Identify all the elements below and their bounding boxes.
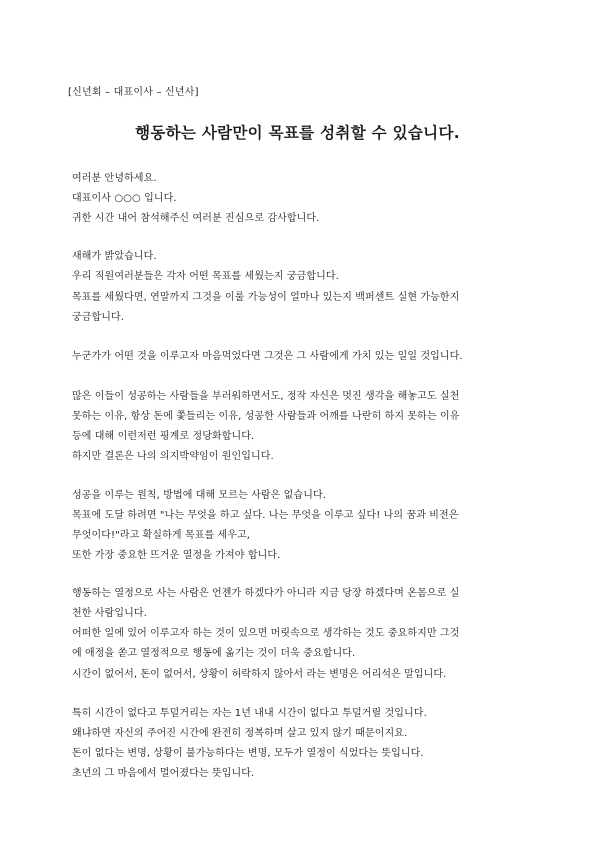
body-line: 대표이사 ○○○ 입니다. [72,193,177,204]
body-line: 에 애정을 쏟고 열정적으로 행동에 옮기는 것이 더욱 중요합니다. [72,648,356,659]
body-line: 천한 사람입니다. [72,608,147,619]
body-line: 성공을 이루는 원칙, 방법에 대해 모르는 사람은 없습니다. [72,490,326,501]
body-line: 누군가가 어떤 것을 이루고자 마음먹었다면 그것은 그 사람에게 가치 있는 일일 것입니다. [72,351,463,362]
body-line: 여러분 안녕하세요. [72,173,157,184]
body-line: 귀한 시간 내어 참석해주신 여러분 진심으로 감사합니다. [72,213,320,224]
body-line: 시간이 없어서, 돈이 없어서, 상황이 허락하지 않아서 라는 변명은 어리석은 말입니다. [72,669,447,680]
body-line: 무엇이다!"라고 확실하게 목표를 세우고, [72,530,251,541]
body-line: 목표를 세웠다면, 연말까지 그것을 이룰 가능성이 얼마나 있는지 백퍼센트 실현 가능한지 [72,292,460,303]
body-line: 또한 가장 중요한 뜨거운 열정을 가져야 합니다. [72,550,281,561]
body-line: 궁금합니다. [72,312,125,323]
speech-title: 행동하는 사람만이 목표를 성취할 수 있습니다. [135,124,460,142]
event-tag: [신년회 – 대표이사 – 신년사] [68,87,199,98]
body-line: 새해가 밝았습니다. [72,251,157,262]
body-line: 못하는 이유, 항상 돈에 쫓들리는 이유, 성공한 사람들과 어깨를 나란히 하지 못하는 이유 [72,411,460,422]
body-line: 등에 대해 이런저런 핑계로 정당화합니다. [72,431,255,442]
body-line: 하지만 결론은 나의 의지박약임이 원인입니다. [72,451,274,462]
body-line: 많은 이들이 성공하는 사람들을 부러워하면서도, 정작 자신은 멋진 생각을 해놓고도 실천 [72,391,460,402]
body-line: 돈이 없다는 변명, 상황이 불가능하다는 변명, 모두가 열정이 식었다는 뜻입니다. [72,748,424,759]
body-line: 초년의 그 마음에서 멀어졌다는 뜻입니다. [72,768,255,779]
body-line: 어떠한 일에 있어 이루고자 하는 것이 있으면 머릿속으로 생각하는 것도 중요하지만 그것 [72,628,460,639]
body-line: 행동하는 열정으로 사는 사람은 언젠가 하겠다가 아니라 지금 당장 하겠다며 온몸으로 실 [72,588,460,599]
body-line: 특히 시간이 없다고 투덜거리는 자는 1년 내내 시간이 없다고 투덜거릴 것입니다. [72,708,427,719]
body-line: 왜냐하면 자신의 주어진 시간에 완전히 정복하며 살고 있지 않기 때문이지요. [72,728,408,739]
body-line: 목표에 도달 하려면 "나는 무엇을 하고 싶다. 나는 무엇을 이루고 싶다! 나의 꿈과 비전은 [72,510,459,521]
body-line: 우리 직원여러분들은 각자 어떤 목표를 세웠는지 궁금합니다. [72,271,339,282]
